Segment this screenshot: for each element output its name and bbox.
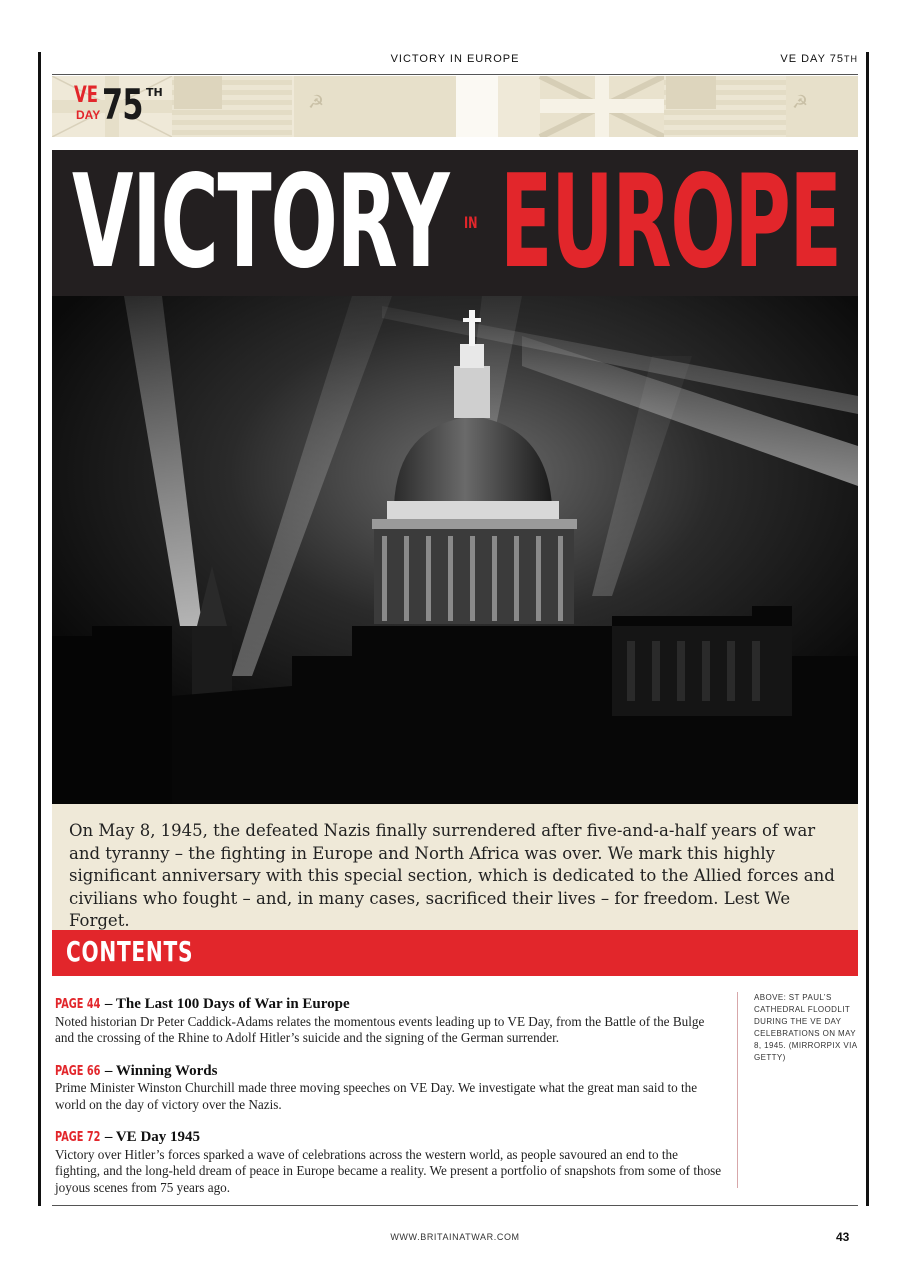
hammer-sickle-icon: ☭ xyxy=(308,92,325,113)
entry-page: PAGE 72 xyxy=(55,1130,101,1145)
entry-title: – The Last 100 Days of War in Europe xyxy=(104,996,350,1012)
running-head-text: VE DAY 75 xyxy=(780,53,844,65)
intro-text: On May 8, 1945, the defeated Nazis finally surrendered after five-and-a-half years of war and tyranny – the fighting in Europe and North Africa was over. We mark this highly significant anniversary with this special section, which is dedicated to the Allied forces and civilians who fought – and, in many cases, sacrificed their lives – for freedom. Lest We Forget. xyxy=(69,821,835,930)
contents-list xyxy=(55,996,725,1212)
contents-entry[interactable] xyxy=(55,996,725,1047)
logo-day: DAY xyxy=(76,108,101,122)
page-border-right xyxy=(866,52,869,1206)
contents-entry[interactable] xyxy=(55,1129,725,1196)
entry-description: Noted historian Dr Peter Caddick-Adams relates the momentous events leading up to VE Day, from the Battle of the Bulge and the crossing of the Rhine to Adolf Hitler’s suicide and the signing of the German surrender. xyxy=(55,1013,705,1045)
page-border-left xyxy=(38,52,41,1206)
title-in: IN xyxy=(464,213,478,232)
photo-caption: ABOVE: ST PAUL’S CATHEDRAL FLOODLIT DURING THE VE DAY CELEBRATIONS ON MAY 8, 1945. (MIRRORPIX VIA GETTY) xyxy=(754,993,858,1062)
title-band xyxy=(52,150,858,296)
entry-title: – Winning Words xyxy=(104,1062,218,1079)
st-pauls-photo xyxy=(52,296,858,804)
caption-divider xyxy=(737,992,738,1188)
st-pauls-cathedral-illustration xyxy=(52,296,858,804)
page-number: 43 xyxy=(836,1230,850,1244)
logo-number: 75 xyxy=(102,80,143,129)
entry-title: – VE Day 1945 xyxy=(104,1129,201,1145)
header-rule xyxy=(52,74,858,75)
footer-url[interactable]: WWW.BRITAINATWAR.COM xyxy=(390,1232,520,1242)
title-victory: VICTORY xyxy=(72,150,449,296)
title-europe: EUROPE xyxy=(500,150,841,296)
entry-description: Victory over Hitler’s forces sparked a wave of celebrations across the western world, as people savoured an end to the fighting, and the long-held dream of peace in Europe became a reality. We present a portfolio of snapshots from some of those joyous scenes from 75 years ago. xyxy=(55,1146,722,1195)
footer-rule xyxy=(52,1205,858,1206)
running-head xyxy=(780,53,858,65)
logo-ve: VE xyxy=(74,83,99,108)
logo-suffix: TH xyxy=(146,86,163,99)
running-head-suffix: TH xyxy=(844,54,858,64)
entry-description: Prime Minister Winston Churchill made three moving speeches on VE Day. We investigate what the great man said to the world on the day of victory over the Nazis. xyxy=(55,1080,698,1112)
contents-entry[interactable] xyxy=(55,1063,725,1114)
entry-page: PAGE 44 xyxy=(55,997,101,1012)
hammer-sickle-icon: ☭ xyxy=(792,92,809,113)
section-title: VICTORY IN EUROPE xyxy=(390,53,520,65)
contents-heading: CONTENTS xyxy=(66,935,194,968)
entry-page: PAGE 66 xyxy=(55,1063,101,1079)
intro-box xyxy=(52,804,858,930)
ve-day-75th-logo xyxy=(52,76,202,137)
contents-heading-bar xyxy=(52,930,858,976)
